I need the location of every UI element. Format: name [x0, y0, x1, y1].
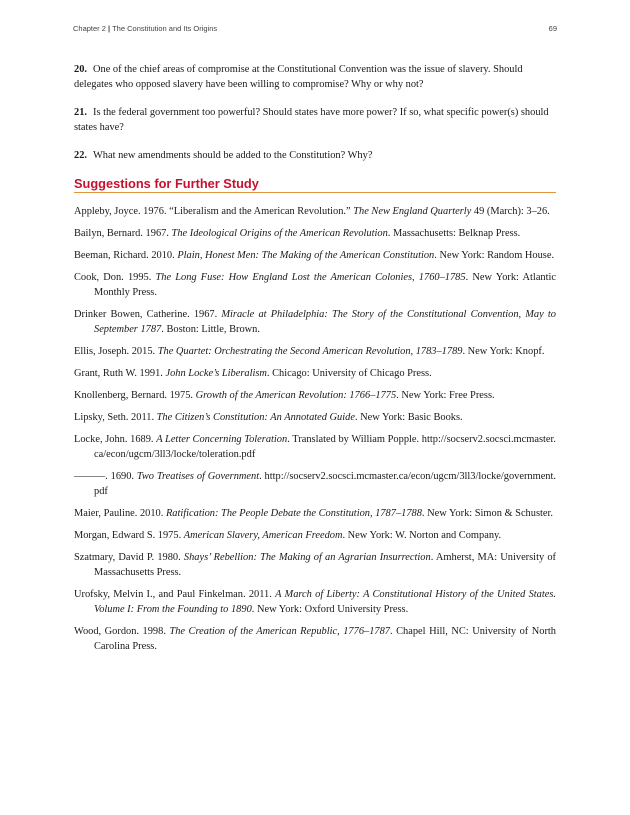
reference-item: [74, 432, 556, 462]
question-text: Is the federal government too powerful? Should states have more power? If so, what specific power(s) should states have?: [74, 107, 549, 133]
reference-title: Growth of the American Revolution: 1766–1775: [195, 390, 397, 401]
reference-author-year: Cook, Don. 1995.: [74, 272, 156, 283]
reference-title: A Letter Concerning Toleration: [156, 434, 288, 445]
reference-author-year: Drinker Bowen, Catherine. 1967.: [74, 309, 222, 320]
reference-item: [74, 587, 556, 617]
reference-publisher: . New York: W. Norton and Company.: [342, 530, 502, 541]
reference-item: [74, 410, 556, 425]
reference-author-year: Ellis, Joseph. 2015.: [74, 346, 158, 357]
reference-publisher: . Chicago: University of Chicago Press.: [266, 368, 432, 379]
chapter-label: Chapter 2: [73, 24, 106, 33]
reference-author-year: Grant, Ruth W. 1991.: [74, 368, 166, 379]
question-item: [74, 62, 556, 92]
reference-title: Ratification: The People Debate the Constitution, 1787–1788: [165, 508, 422, 519]
reference-item: [74, 550, 556, 580]
reference-publisher: . New York: Free Press.: [396, 390, 495, 401]
question-text: What new amendments should be added to the Constitution? Why?: [93, 150, 373, 161]
reference-item: [74, 204, 556, 219]
page-number: 69: [548, 24, 557, 33]
chapter-title: The Constitution and Its Origins: [112, 24, 218, 33]
reference-title: A March of Liberty: A Constitutional History of the United States. Volume I: From the Founding to 1890: [94, 589, 557, 615]
question-number: 21.: [74, 107, 87, 118]
reference-title: The Creation of the American Republic, 1776–1787: [169, 626, 390, 637]
question-list: [74, 62, 556, 163]
reference-author-year: Urofsky, Melvin I., and Paul Finkelman. 2011.: [74, 589, 276, 600]
reference-author-year: Beeman, Richard. 2010.: [74, 250, 178, 261]
reference-publisher: . New York: Random House.: [434, 250, 555, 261]
reference-author-year: Knollenberg, Bernard. 1975.: [74, 390, 196, 401]
reference-author-year: Maier, Pauline. 2010.: [74, 508, 166, 519]
reference-item: [74, 248, 556, 263]
reference-title: The Ideological Origins of the American Revolution: [171, 228, 388, 239]
reference-author-year: Wood, Gordon. 1998.: [74, 626, 170, 637]
reference-author-year: Bailyn, Bernard. 1967.: [74, 228, 172, 239]
reference-item: [74, 506, 556, 521]
reference-publisher: . Amherst, MA: University of Massachusetts Press.: [94, 552, 556, 578]
question-item: [74, 148, 556, 163]
running-header: [73, 24, 557, 36]
reference-item: [74, 469, 556, 499]
reference-title: The Quartet: Orchestrating the Second American Revolution, 1783–1789: [157, 346, 463, 357]
question-number: 22.: [74, 150, 87, 161]
reference-title: Miracle at Philadelphia: The Story of the Constitutional Convention, May to September 1787: [94, 309, 556, 335]
reference-title: Plain, Honest Men: The Making of the American Constitution: [177, 250, 435, 261]
reference-item: [74, 528, 556, 543]
header-chapter: [73, 24, 217, 33]
reference-author-year: ———. 1690.: [74, 471, 137, 482]
reference-title: The New England Quarterly: [353, 206, 472, 217]
reference-author-year: Lipsky, Seth. 2011.: [74, 412, 157, 423]
reference-item: [74, 366, 556, 381]
reference-list: [74, 204, 556, 654]
reference-item: [74, 226, 556, 241]
reference-publisher: . New York: Basic Books.: [354, 412, 463, 423]
reference-title: The Long Fuse: How England Lost the American Colonies, 1760–1785: [155, 272, 466, 283]
reference-publisher: . Boston: Little, Brown.: [161, 324, 260, 335]
reference-item: [74, 388, 556, 403]
reference-item: [74, 624, 556, 654]
reference-publisher: . New York: Knopf.: [462, 346, 545, 357]
reference-title: Shays’ Rebellion: The Making of an Agrarian Insurrection: [183, 552, 431, 563]
reference-title: American Slavery, American Freedom: [183, 530, 343, 541]
reference-title: Two Treatises of Government: [136, 471, 260, 482]
reference-publisher: . Chapel Hill, NC: University of North Carolina Press.: [94, 626, 556, 652]
reference-author-year: Szatmary, David P. 1980.: [74, 552, 184, 563]
reference-item: [74, 344, 556, 359]
reference-author-year: Appleby, Joyce. 1976. “Liberalism and the American Revolution.”: [74, 206, 354, 217]
reference-item: [74, 307, 556, 337]
question-item: [74, 105, 556, 135]
section-heading: Suggestions for Further Study: [74, 176, 556, 193]
page-body: [74, 62, 556, 661]
question-text: One of the chief areas of compromise at the Constitutional Convention was the issue of slavery. Should delegates who opposed slavery have been willing to compromise? Why or why not?: [74, 64, 523, 90]
reference-author-year: Locke, John. 1689.: [74, 434, 157, 445]
reference-publisher: . http://socserv2.socsci.mcmaster.ca/econ/ugcm/3ll3/locke/government.pdf: [94, 471, 556, 497]
header-separator: |: [108, 24, 111, 33]
reference-publisher: . New York: Oxford University Press.: [251, 604, 409, 615]
reference-publisher: . Translated by William Popple. http://socserv2.socsci.mcmaster.ca/econ/ugcm/3ll3/locke/toleration.pdf: [94, 434, 556, 460]
question-number: 20.: [74, 64, 87, 75]
reference-title: The Citizen’s Constitution: An Annotated Guide: [156, 412, 355, 423]
reference-title: John Locke’s Liberalism: [165, 368, 267, 379]
reference-publisher: . New York: Atlantic Monthly Press.: [94, 272, 557, 298]
reference-item: [74, 270, 556, 300]
reference-author-year: Morgan, Edward S. 1975.: [74, 530, 184, 541]
reference-publisher: . Massachusetts: Belknap Press.: [387, 228, 521, 239]
reference-publisher: 49 (March): 3–26.: [471, 206, 550, 217]
reference-publisher: . New York: Simon & Schuster.: [421, 508, 553, 519]
